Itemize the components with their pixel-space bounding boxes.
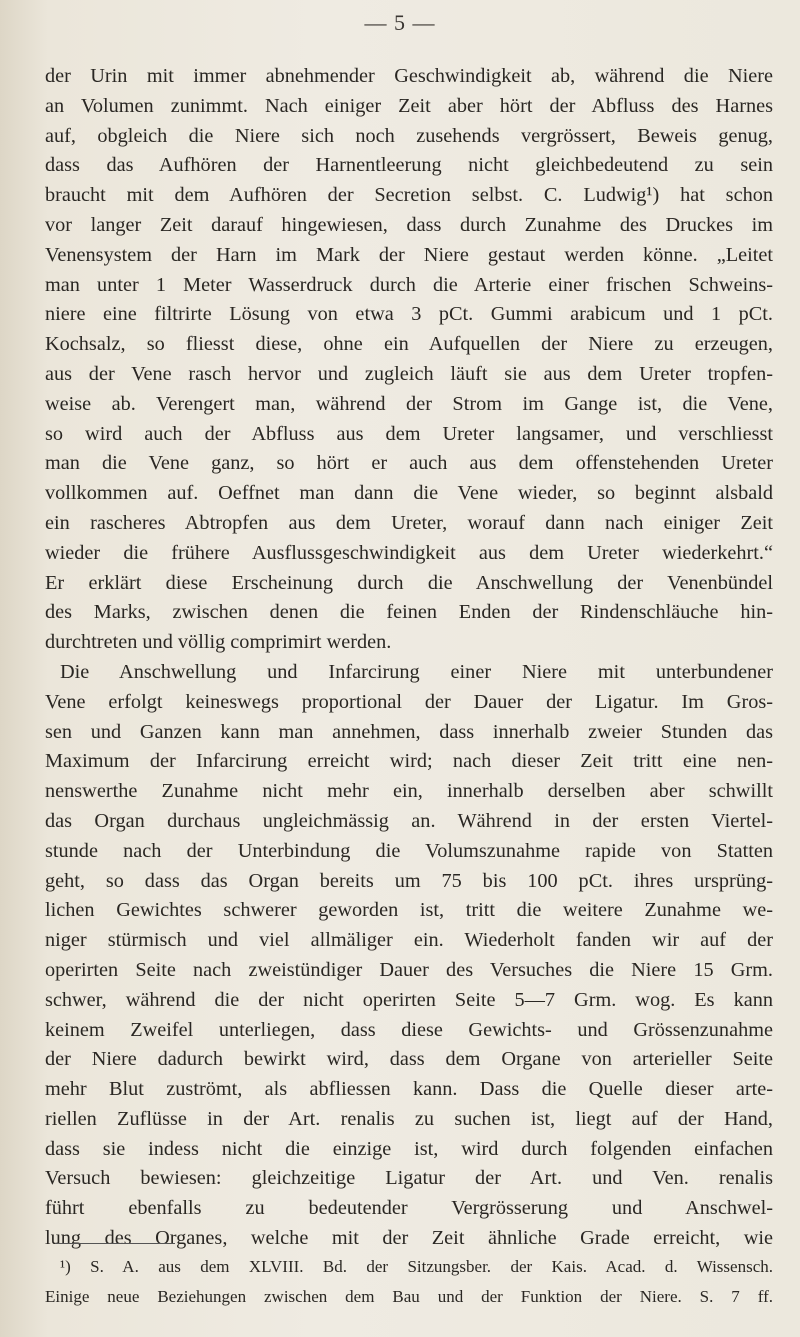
text-line: Maximum der Infarcirung erreicht wird; nach dieser Zeit tritt eine nen-	[45, 750, 773, 773]
text-line: Kochsalz, so fliesst diese, ohne ein Aufquellen der Niere zu erzeugen,	[45, 333, 773, 356]
text-line: vollkommen auf. Oeffnet man dann die Vene wieder, so beginnt alsbald	[45, 482, 773, 505]
footnote-line: Einige neue Beziehungen zwischen dem Bau und der Funktion der Niere. S. 7 ff.	[45, 1286, 773, 1306]
text-line: niere eine filtrirte Lösung von etwa 3 pCt. Gummi arabicum und 1 pCt.	[45, 303, 773, 326]
text-line: schwer, während die der nicht operirten Seite 5—7 Grm. wog. Es kann	[45, 988, 773, 1011]
text-line: dass das Aufhören der Harnentleerung nicht gleichbedeutend zu sein	[45, 154, 773, 177]
text-line: so wird auch der Abfluss aus dem Ureter langsamer, und verschliesst	[45, 422, 773, 445]
text-line: man die Vene ganz, so hört er auch aus dem offenstehenden Ureter	[45, 452, 773, 475]
text-line: lung des Organes, welche mit der Zeit ähnliche Grade erreicht, wie	[45, 1227, 773, 1250]
text-line: Er erklärt diese Erscheinung durch die Anschwellung der Venenbündel	[45, 571, 773, 594]
text-line: sen und Ganzen kann man annehmen, dass innerhalb zweier Stunden das	[45, 720, 773, 743]
page-number-header: — 5 —	[364, 10, 436, 35]
footnote	[45, 1255, 773, 1315]
text-line: vor langer Zeit darauf hingewiesen, dass durch Zunahme des Druckes im	[45, 213, 773, 236]
text-line: Versuch bewiesen: gleichzeitige Ligatur der Art. und Ven. renalis	[45, 1167, 773, 1190]
footnote-line: ¹) S. A. aus dem XLVIII. Bd. der Sitzungsber. der Kais. Acad. d. Wissensch.	[60, 1257, 773, 1276]
text-line: der Urin mit immer abnehmender Geschwindigkeit ab, während die Niere	[45, 65, 773, 87]
text-line: ein rascheres Abtropfen aus dem Ureter, worauf dann nach einiger Zeit	[45, 511, 773, 534]
text-line: niger stürmisch und viel allmäliger ein. Wiederholt fanden wir auf der	[45, 929, 773, 952]
text-line: operirten Seite nach zweistündiger Dauer des Versuches die Niere 15 Grm.	[45, 958, 773, 981]
text-line: durchtreten und völlig comprimirt werden.	[45, 631, 392, 654]
text-line: nenswerthe Zunahme nicht mehr ein, innerhalb derselben aber schwillt	[45, 780, 773, 803]
text-line: keinem Zweifel unterliegen, dass diese Gewichts- und Grössenzunahme	[45, 1018, 773, 1041]
text-line: braucht mit dem Aufhören der Secretion selbst. C. Ludwig¹) hat schon	[45, 184, 773, 207]
text-line: des Marks, zwischen denen die feinen Enden der Rindenschläuche hin-	[45, 601, 773, 624]
text-line: aus der Vene rasch hervor und zugleich läuft sie aus dem Ureter tropfen-	[45, 362, 773, 385]
text-line: riellen Zuflüsse in der Art. renalis zu suchen ist, liegt auf der Hand,	[45, 1107, 773, 1130]
text-line: geht, so dass das Organ bereits um 75 bis 100 pCt. ihres ursprüng-	[45, 869, 773, 892]
text-line: auf, obgleich die Niere sich noch zusehends vergrössert, Beweis genug,	[45, 124, 773, 147]
text-line: an Volumen zunimmt. Nach einiger Zeit aber hört der Abfluss des Harnes	[45, 94, 773, 117]
footnote-divider	[55, 1243, 175, 1244]
text-line: man unter 1 Meter Wasserdruck durch die Arterie einer frischen Schweins-	[45, 273, 773, 296]
text-line: Venensystem der Harn im Mark der Niere gestaut werden könne. „Leitet	[45, 243, 773, 266]
text-line: dass sie indess nicht die einzige ist, wird durch folgenden einfachen	[45, 1137, 773, 1160]
text-line: weise ab. Verengert man, während der Strom im Gange ist, die Vene,	[45, 392, 773, 415]
text-line: Die Anschwellung und Infarcirung einer Niere mit unterbundener	[60, 660, 773, 683]
body-text	[45, 62, 773, 1254]
text-line: führt ebenfalls zu bedeutender Vergrösserung und Anschwel-	[45, 1197, 773, 1220]
text-line: der Niere dadurch bewirkt wird, dass dem Organe von arterieller Seite	[45, 1048, 773, 1071]
text-line: mehr Blut zuströmt, als abfliessen kann. Dass die Quelle dieser arte-	[45, 1078, 773, 1101]
text-line: lichen Gewichtes schwerer geworden ist, tritt die weitere Zunahme we-	[45, 899, 773, 922]
text-line: wieder die frühere Ausflussgeschwindigkeit aus dem Ureter wiederkehrt.“	[45, 541, 773, 564]
text-line: das Organ durchaus ungleichmässig an. Während in der ersten Viertel-	[45, 809, 773, 832]
text-line: Vene erfolgt keineswegs proportional der Dauer der Ligatur. Im Gros-	[45, 690, 773, 713]
text-line: stunde nach der Unterbindung die Volumszunahme rapide von Statten	[45, 839, 773, 862]
